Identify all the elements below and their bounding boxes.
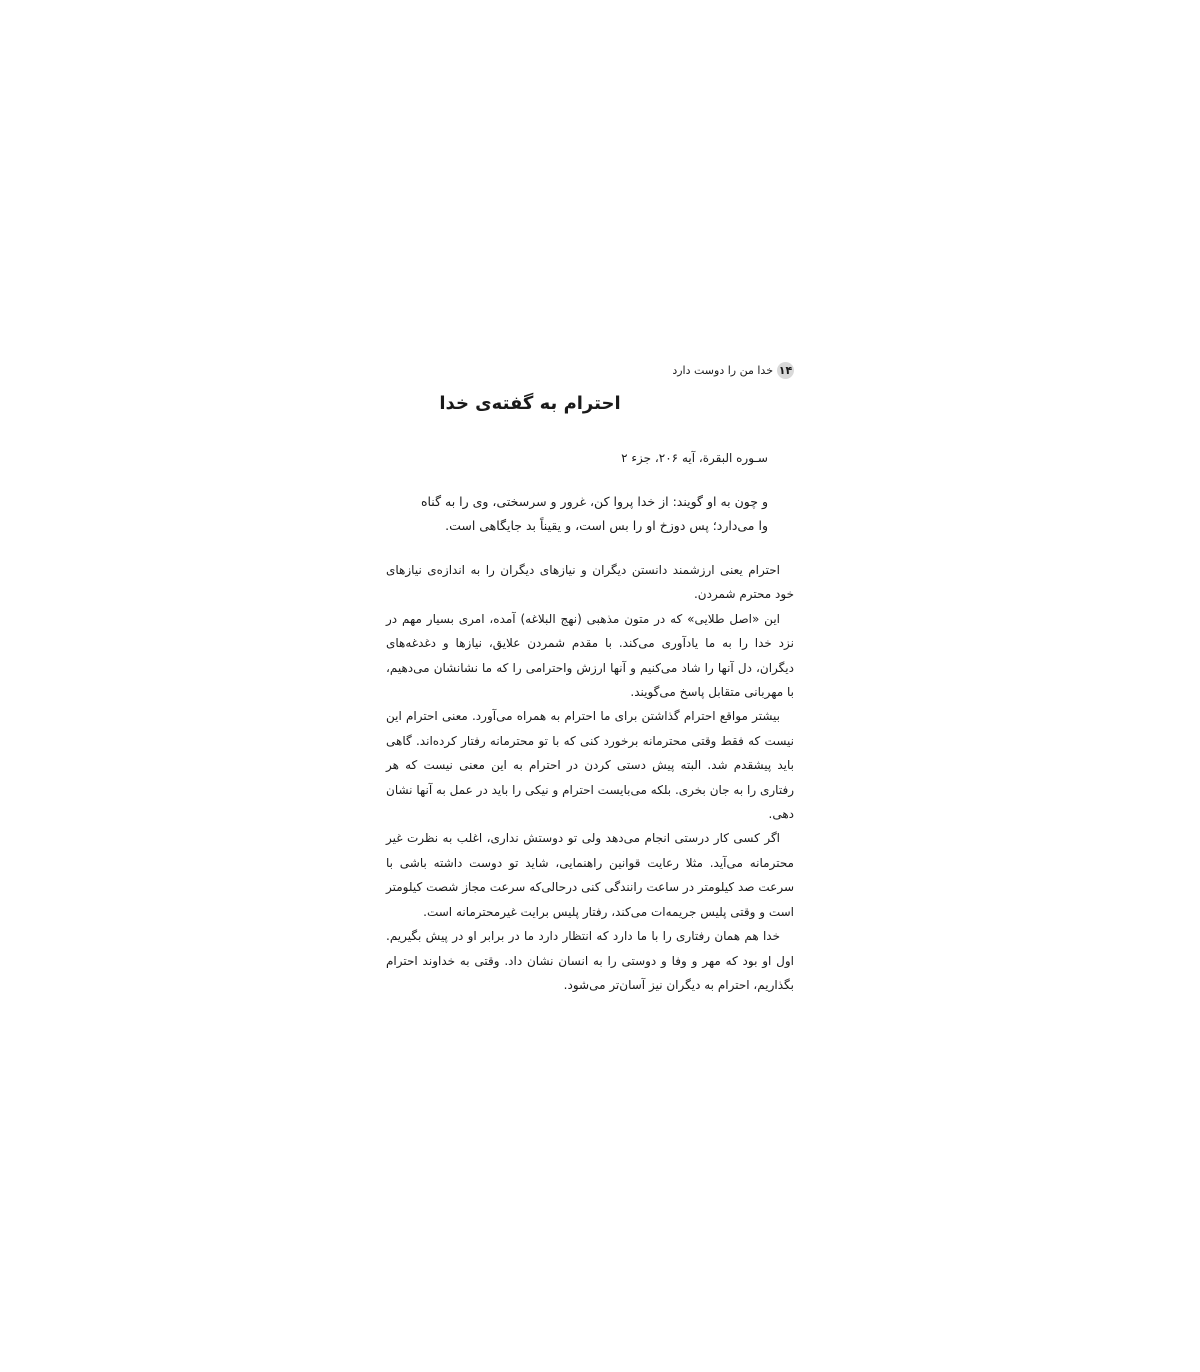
verse-translation: و چون به او گویند: از خدا پروا کن، غرور و سرسختی، وی را به گناه وا می‌دارد؛ پس دوزخ او را بس است، و یقیناً بد جایگاهی است.	[420, 494, 768, 533]
paragraph: این «اصل طلایی» که در متون مذهبی (نهج البلاغه) آمده، امری بسیار مهم در نزد خدا را به ما یادآوری می‌کند. با مقدم شمردن علایق، نیازها و دغدغه‌های دیگران، دل آنها را شاد می‌کنیم و آنها ارزش واحترامی را که ما نشانشان می‌دهیم، با مهربانی متقابل پاسخ می‌گویند.	[386, 611, 794, 700]
running-title: خدا من را دوست دارد	[672, 363, 773, 377]
paragraph: خدا هم همان رفتاری را با ما دارد که انتظار دارد ما در برابر او در پیش بگیریم. اول او بود که مهر و وفا و دوستی را به انسان نشان داد. وقتی به خداوند احترام بگذاریم، احترام به دیگران نیز آسان‌تر می‌شود.	[386, 929, 794, 992]
page-number: ۱۴	[778, 363, 793, 377]
paragraph: بیشتر مواقع احترام گذاشتن برای ما احترام به همراه می‌آورد. معنی احترام این نیست که فقط وقتی محترمانه برخورد کنی که با تو محترمانه رفتار کرده‌اند. گاهی باید پیشقدم شد. البته پیش دستی کردن در احترام به این معنی نیست که هر رفتاری را به جان بخری. بلکه می‌بایست احترام و نیکی را باید در عمل به آنها نشان دهی.	[386, 709, 794, 822]
verse-reference: سـوره البقرة، آیه ۲۰۶، جزء ۲	[621, 451, 768, 465]
paragraph: اگر کسی کار درستی انجام می‌دهد ولی تو دوستش نداری، اغلب به نظرت غیر محترمانه می‌آید. مثلا رعایت قوانین راهنمایی، شاید تو دوست داشته باشی با سرعت صد کیلومتر در ساعت رانندگی کنی درحالی‌که سرعت مجاز شصت کیلومتر است و وقتی پلیس جریمه‌ات می‌کند، رفتار پلیس برایت غیرمحترمانه است.	[386, 831, 794, 919]
chapter-title	[386, 390, 794, 418]
chapter-title-text: احترام به گفته‌ی خدا	[439, 393, 621, 414]
running-header	[600, 360, 794, 380]
body-text	[386, 558, 794, 997]
paragraph: احترام یعنی ارزشمند دانستن دیگران و نیازهای دیگران را به اندازه‌ی نیازهای خود محترم شمردن.	[386, 563, 794, 602]
